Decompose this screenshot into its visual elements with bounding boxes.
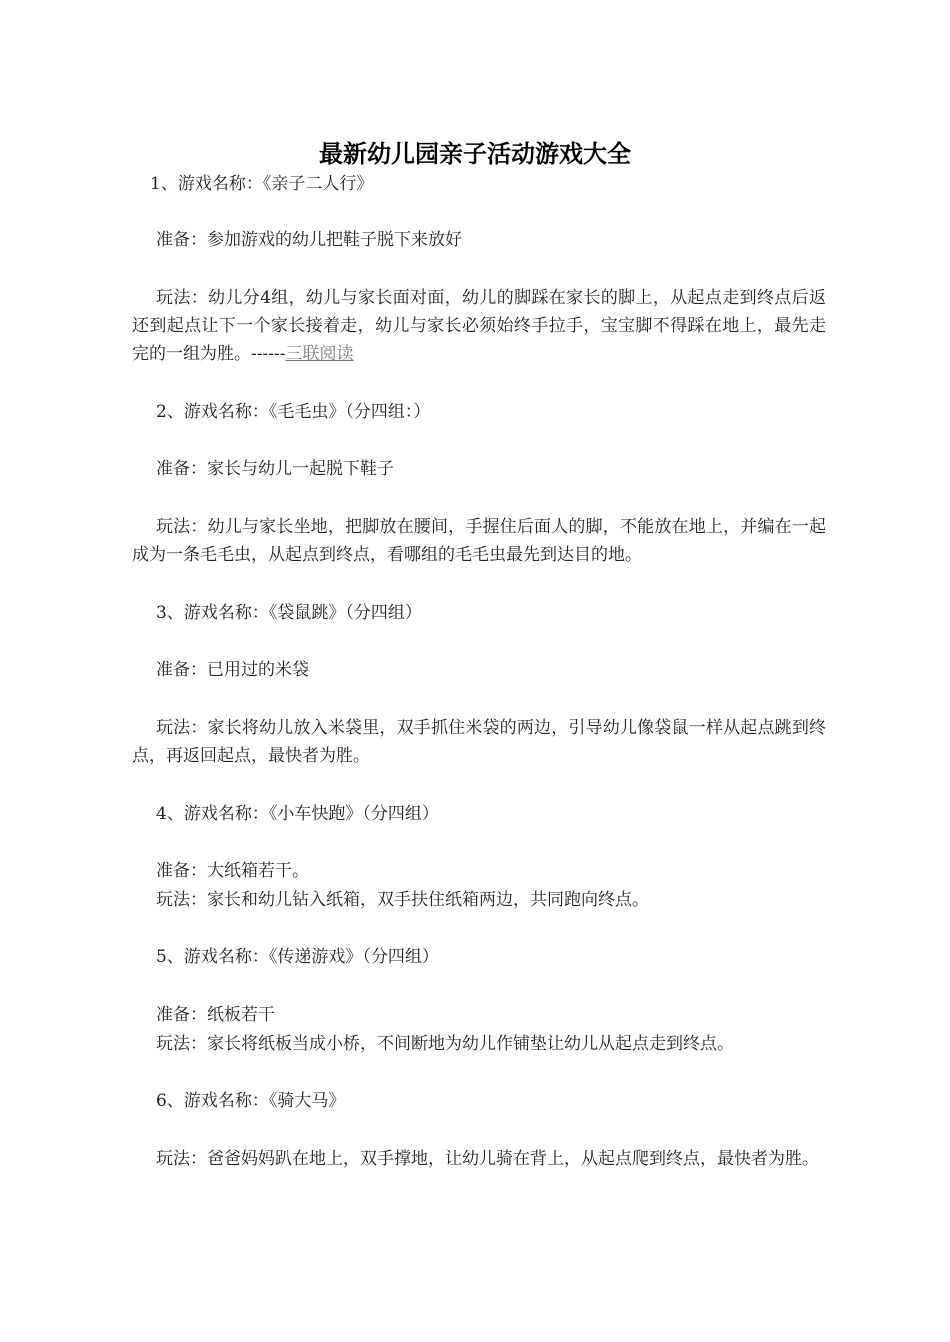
document-title: 最新幼儿园亲子活动游戏大全 bbox=[319, 139, 631, 168]
game-2-prep: 准备：家长与幼儿一起脱下鞋子 bbox=[156, 459, 394, 479]
game-2-play: 玩法：幼儿与家长坐地，把脚放在腰间，手握住后面人的脚，不能放在地上，并编在一起成为一条毛毛虫，从起点到终点，看哪组的毛毛虫最先到达目的地。 bbox=[132, 517, 826, 565]
game-4-play: 玩法：家长和幼儿钻入纸箱，双手扶住纸箱两边，共同跑向终点。 bbox=[156, 890, 649, 910]
game-4-prep: 准备：大纸箱若干。 bbox=[156, 861, 309, 881]
game-5-name: 5、游戏名称：《传递游戏》（分四组） bbox=[156, 947, 439, 967]
game-6-play: 玩法：爸爸妈妈趴在地上，双手撑地，让幼儿骑在背上，从起点爬到终点，最快者为胜。 bbox=[156, 1149, 819, 1169]
game-6-name: 6、游戏名称：《骑大马》 bbox=[156, 1091, 346, 1111]
game-5-play: 玩法：家长将纸板当成小桥，不间断地为幼儿作铺垫让幼儿从起点走到终点。 bbox=[156, 1034, 734, 1054]
game-4-name: 4、游戏名称：《小车快跑》（分四组） bbox=[156, 804, 439, 824]
game-1-prep: 准备：参加游戏的幼儿把鞋子脱下来放好 bbox=[156, 230, 462, 250]
game-1-play bbox=[132, 284, 826, 368]
game-1-play-text: 玩法：幼儿分4组，幼儿与家长面对面，幼儿的脚踩在家长的脚上，从起点走到终点后返还到起点让下一个家长接着走，幼儿与家长必须始终手拉手，宝宝脚不得踩在地上，最先走完的一组为胜。------ bbox=[132, 288, 826, 364]
game-2-name: 2、游戏名称：《毛毛虫》（分四组：） bbox=[156, 402, 431, 422]
game-3-play: 玩法：家长将幼儿放入米袋里，双手抓住米袋的两边，引导幼儿像袋鼠一样从起点跳到终点，再返回起点，最快者为胜。 bbox=[132, 718, 826, 766]
game-3-prep: 准备：已用过的米袋 bbox=[156, 660, 309, 680]
game-3-name: 3、游戏名称：《袋鼠跳》（分四组） bbox=[156, 603, 422, 623]
game-5-prep: 准备：纸板若干 bbox=[156, 1005, 275, 1025]
game-1-name: 1、游戏名称：《亲子二人行》 bbox=[150, 174, 374, 194]
read-more-link[interactable]: 三联阅读 bbox=[285, 344, 354, 364]
